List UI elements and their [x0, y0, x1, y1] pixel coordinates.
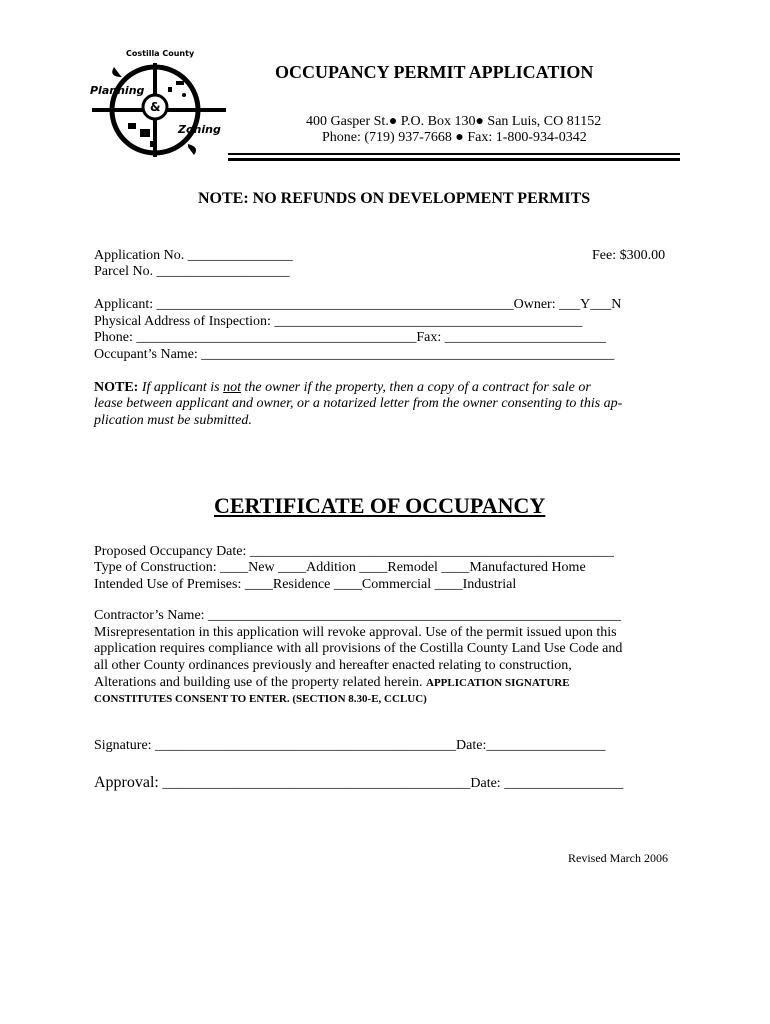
construction-type-field[interactable]: Type of Construction: ____New ____Addition ____Remodel ____Manufactured Home: [94, 560, 586, 575]
parcel-number-field[interactable]: Parcel No. ___________________: [94, 264, 290, 279]
proposed-occupancy-date-field[interactable]: Proposed Occupancy Date: ____________________________________________________: [94, 544, 614, 559]
owner-note-label: NOTE:: [94, 380, 139, 395]
misrepresentation-line-3: all other County ordinances previously and hereafter enacted relating to construction,: [94, 658, 572, 673]
owner-note-text-a: If applicant is: [141, 380, 220, 395]
approval-field[interactable]: [94, 774, 623, 793]
phone-fax-field[interactable]: Phone: ________________________________________Fax: _______________________: [94, 330, 606, 345]
revision-date: Revised March 2006: [568, 851, 668, 865]
logo-county-text: Costilla County: [126, 49, 195, 58]
misrepresentation-line-1: Misrepresentation in this application will revoke approval. Use of the permit issued upon this: [94, 625, 617, 640]
occupant-name-field[interactable]: Occupant’s Name: ___________________________________________________________: [94, 347, 615, 362]
owner-note-line-1: [94, 380, 591, 396]
misrepresentation-line-4: [94, 675, 570, 691]
application-number-field[interactable]: Application No. _______________: [94, 248, 293, 263]
consent-text-1: APPLICATION SIGNATURE: [426, 677, 570, 689]
contractor-name-field[interactable]: Contractor’s Name: ___________________________________________________________: [94, 608, 622, 623]
owner-note-text-b: the owner if the property, then a copy of a contract for sale or: [244, 380, 591, 395]
header-rule-thick: [228, 158, 680, 161]
office-phone: Phone: (719) 937-7668 ● Fax: 1-800-934-0342: [322, 130, 587, 145]
certificate-heading: CERTIFICATE OF OCCUPANCY: [214, 493, 546, 518]
owner-note-line-2: lease between applicant and owner, or a notarized letter from the owner consenting to this ap-: [94, 396, 623, 411]
logo-amp-text: &: [150, 100, 161, 114]
planning-zoning-seal: [88, 47, 228, 165]
owner-note-line-3: plication must be submitted.: [94, 413, 252, 428]
misrepresentation-text: Alterations and building use of the property related herein.: [94, 675, 423, 690]
physical-address-field[interactable]: Physical Address of Inspection: ____________________________________________: [94, 314, 583, 329]
county-logo: [88, 47, 228, 165]
office-address: 400 Gasper St.● P.O. Box 130● San Luis, CO 81152: [306, 114, 602, 129]
owner-note-not: not: [223, 380, 242, 395]
header-rule-thin: [228, 153, 680, 155]
fee-amount: Fee: $300.00: [592, 248, 666, 263]
approval-label: Approval:: [94, 774, 159, 791]
form-title: OCCUPANCY PERMIT APPLICATION: [275, 62, 594, 82]
approval-line: ____________________________________________Date: _________________: [162, 776, 624, 791]
logo-zoning-text: Zoning: [178, 123, 221, 136]
signature-date-field[interactable]: Signature: ___________________________________________Date:_________________: [94, 738, 606, 753]
misrepresentation-line-2: application requires compliance with all provisions of the Costilla County Land Use Code and: [94, 641, 623, 656]
intended-use-field[interactable]: Intended Use of Premises: ____Residence ____Commercial ____Industrial: [94, 577, 517, 592]
applicant-field[interactable]: Applicant: ___________________________________________________Owner: ___Y___N: [94, 297, 622, 312]
consent-text-2: CONSTITUTES CONSENT TO ENTER. (SECTION 8.30-E, CCLUC): [94, 693, 427, 705]
logo-planning-text: Planning: [90, 84, 145, 97]
refund-note: NOTE: NO REFUNDS ON DEVELOPMENT PERMITS: [198, 190, 591, 207]
